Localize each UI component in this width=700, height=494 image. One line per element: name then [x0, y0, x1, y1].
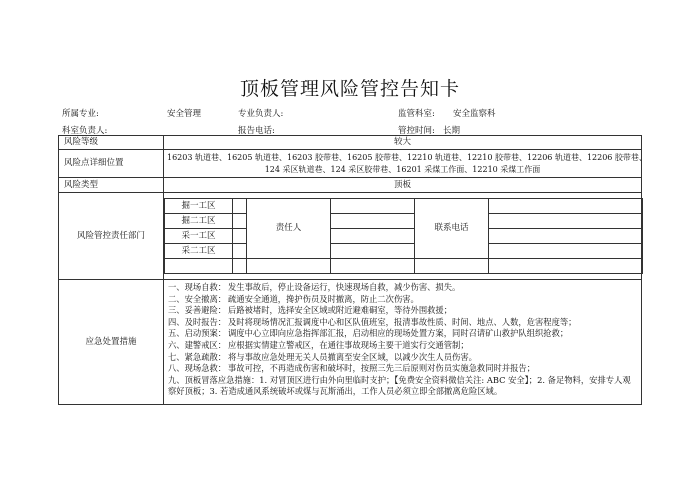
risk-level-label: 风险等级 — [59, 136, 164, 150]
emergency-item-6: 六、建警戒区： 应根据实情建立警戒区，在通往事故现场主要干道实行交通管制； — [168, 339, 469, 350]
period-label: 管控时间: — [398, 126, 435, 136]
responsible-dept-row — [59, 193, 642, 280]
risk-type-row — [59, 178, 642, 193]
emergency-item-4: 四、及时报告： 及时将现场情况汇报调度中心和区队值班室，报清事故性质、时间、地点、人数，危害程度等； — [168, 316, 577, 327]
unit-cell-3: 采一工区 — [165, 229, 233, 244]
risk-location-line-2: 124 采区轨道巷、124 采区胶带巷、16201 采煤工作面、12210 采煤工作面 — [264, 164, 541, 174]
period-value: 长期 — [443, 126, 461, 136]
emergency-item-2: 二、安全撤离： 疏通安全通道，搀护伤员及时撤离，防止二次伤害。 — [168, 293, 419, 304]
major-value: 安全管理 — [167, 109, 202, 119]
major-label: 所属专业: — [62, 109, 99, 119]
emergency-item-8: 八、现场急救： 事故可控，不再造成伤害和破坏时，按照三先三后原则对伤员实施急救同时并报告； — [168, 363, 535, 374]
emergency-item-9: 九、顶板冒落应急措施：1. 对冒顶区进行由外向里临时支护；【免费安全资料微信关注: ABC 安全】；2. 备足物料，安排专人观察好顶板；3. 若造成通风系统破坏或煤与瓦斯涌出，工作人员必须立即全部撤离危险区域。 — [168, 374, 631, 397]
emergency-label: 应急处置措施 — [59, 280, 164, 405]
emergency-item-5: 五、启动预案： 调度中心立即向应急指挥部汇报，启动相应的现场处置方案，同时召请矿山救护队组织抢救； — [168, 328, 569, 339]
unit-cell-4: 采二工区 — [165, 244, 233, 259]
emergency-item-3: 三、妥善避险： 后路被堵时，选择安全区域或附近避难硐室，等待外围救援； — [168, 305, 453, 316]
risk-location-value — [164, 150, 647, 178]
room-leader-label: 科室负责人: — [62, 126, 108, 136]
risk-level-value: 较大 — [164, 136, 642, 150]
risk-type-label: 风险类型 — [59, 178, 164, 193]
risk-location-line-1: 16203 轨道巷、16205 轨道巷、16203 胶带巷、16205 胶带巷、12210 轨道巷、12210 胶带巷、12206 轨道巷、12206 胶带巷、 — [167, 152, 647, 162]
leader-label: 专业负责人: — [238, 109, 284, 119]
responsible-person-label: 责任人 — [247, 199, 331, 259]
unit-cell-1: 掘一工区 — [165, 199, 233, 214]
risk-type-value: 顶板 — [164, 178, 642, 193]
emergency-item-7: 七、紧急疏散： 将与事故应急处理无关人员撤离至安全区域，以减少次生人员伤害。 — [168, 351, 477, 362]
dept-label: 监管科室: — [398, 109, 435, 119]
phone-label: 报告电话: — [238, 126, 275, 136]
risk-card-table — [58, 135, 647, 405]
page-title: 顶板管理风险管控告知卡 — [239, 78, 460, 100]
unit-cell-2: 掘二工区 — [165, 214, 233, 229]
responsible-inner-table — [164, 198, 643, 274]
emergency-row — [59, 280, 642, 405]
risk-location-row — [59, 150, 642, 178]
responsible-dept-grid — [164, 193, 642, 280]
contact-phone-label: 联系电话 — [415, 199, 489, 259]
risk-location-label: 风险点详细位置 — [59, 150, 164, 178]
dept-value: 安全监察科 — [453, 109, 496, 119]
emergency-measures — [164, 280, 642, 405]
risk-level-row — [59, 136, 642, 150]
emergency-item-1: 一、现场自救： 发生事故后，停止设备运行，快速现场自救，减少伤害、损失。 — [168, 282, 461, 292]
responsible-dept-label: 风险管控责任部门 — [59, 193, 164, 280]
